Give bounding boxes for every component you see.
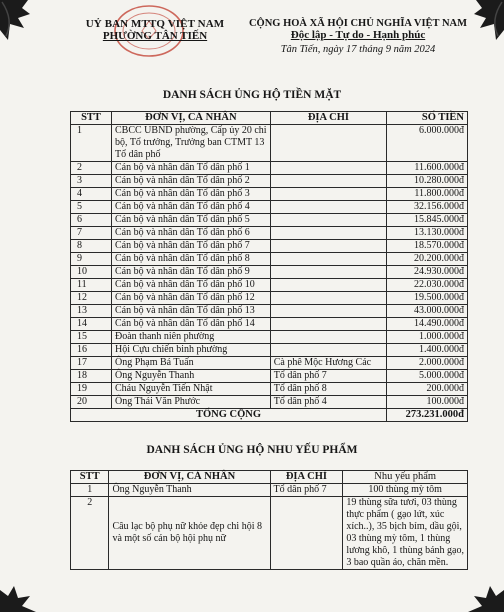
row-donor: Cán bộ và nhân dân Tổ dân phố 3 bbox=[112, 188, 271, 201]
table-row bbox=[71, 344, 468, 357]
column-header-address: ĐỊA CHỈ bbox=[270, 471, 343, 484]
row-donor: Cháu Nguyễn Tiến Nhật bbox=[112, 383, 271, 396]
column-header-address: ĐỊA CHỈ bbox=[270, 112, 386, 125]
row-address bbox=[270, 292, 386, 305]
corner-ornament-bottom-left bbox=[0, 582, 40, 612]
row-donor: Ông Nguyễn Thanh bbox=[112, 370, 271, 383]
row-address: Tổ dân phố 8 bbox=[270, 383, 386, 396]
issuer-org: UỶ BAN MTTQ VIỆT NAM bbox=[85, 18, 225, 30]
row-donor: Ông Phạm Bá Tuấn bbox=[112, 357, 271, 370]
table-row bbox=[71, 370, 468, 383]
table-row bbox=[71, 175, 468, 188]
row-stt: 8 bbox=[71, 240, 112, 253]
row-amount: 200.000đ bbox=[387, 383, 468, 396]
national-motto-block bbox=[238, 18, 478, 55]
row-address bbox=[270, 175, 386, 188]
goods-donation-table bbox=[70, 470, 468, 570]
table-row bbox=[71, 125, 468, 162]
row-stt: 4 bbox=[71, 188, 112, 201]
place-date: Tân Tiến, ngày 17 tháng 9 năm 2024 bbox=[280, 44, 436, 55]
row-donor: Cán bộ và nhân dân Tổ dân phố 7 bbox=[112, 240, 271, 253]
row-amount: 14.490.000đ bbox=[387, 318, 468, 331]
row-stt: 12 bbox=[71, 292, 112, 305]
row-address bbox=[270, 497, 343, 570]
row-amount: 11.600.000đ bbox=[387, 162, 468, 175]
row-amount: 24.930.000đ bbox=[387, 266, 468, 279]
total-row bbox=[71, 409, 468, 422]
row-donor: Ông Thái Văn Phước bbox=[112, 396, 271, 409]
table-row bbox=[71, 396, 468, 409]
row-address bbox=[270, 162, 386, 175]
row-address bbox=[270, 279, 386, 292]
table-row bbox=[71, 331, 468, 344]
row-stt: 13 bbox=[71, 305, 112, 318]
row-amount: 20.200.000đ bbox=[387, 253, 468, 266]
row-stt: 17 bbox=[71, 357, 112, 370]
row-amount: 2.000.000đ bbox=[387, 357, 468, 370]
row-amount: 22.030.000đ bbox=[387, 279, 468, 292]
corner-ornament-left bbox=[0, 0, 60, 60]
table-row bbox=[71, 292, 468, 305]
row-donor: Cán bộ và nhân dân Tổ dân phố 2 bbox=[112, 175, 271, 188]
row-stt: 2 bbox=[71, 162, 112, 175]
nation-motto: Độc lập - Tự do - Hạnh phúc bbox=[290, 29, 426, 41]
row-amount: 1.000.000đ bbox=[387, 331, 468, 344]
row-donor: Cán bộ và nhân dân Tổ dân phố 9 bbox=[112, 266, 271, 279]
row-address: Tổ dân phố 4 bbox=[270, 396, 386, 409]
row-address bbox=[270, 227, 386, 240]
table-row bbox=[71, 240, 468, 253]
table-row bbox=[71, 188, 468, 201]
row-donor: Cán bộ và nhân dân Tổ dân phố 4 bbox=[112, 201, 271, 214]
row-amount: 19.500.000đ bbox=[387, 292, 468, 305]
row-address bbox=[270, 318, 386, 331]
row-items: 100 thùng mỳ tôm bbox=[343, 484, 468, 497]
total-label: TỔNG CỘNG bbox=[71, 409, 387, 422]
row-amount: 1.400.000đ bbox=[387, 344, 468, 357]
row-stt: 11 bbox=[71, 279, 112, 292]
row-donor: Đoàn thanh niên phường bbox=[112, 331, 271, 344]
row-donor: Cán bộ và nhân dân Tổ dân phố 1 bbox=[112, 162, 271, 175]
row-donor: Cán bộ và nhân dân Tổ dân phố 14 bbox=[112, 318, 271, 331]
row-donor: Cán bộ và nhân dân Tổ dân phố 10 bbox=[112, 279, 271, 292]
row-address bbox=[270, 201, 386, 214]
row-amount: 100.000đ bbox=[387, 396, 468, 409]
row-stt: 1 bbox=[71, 125, 112, 162]
column-header-donor: ĐƠN VỊ, CÁ NHÂN bbox=[109, 471, 270, 484]
row-amount: 13.130.000đ bbox=[387, 227, 468, 240]
row-amount: 6.000.000đ bbox=[387, 125, 468, 162]
table-row bbox=[71, 279, 468, 292]
row-address bbox=[270, 188, 386, 201]
row-stt: 1 bbox=[71, 484, 109, 497]
row-donor: Cán bộ và nhân dân Tổ dân phố 5 bbox=[112, 214, 271, 227]
row-amount: 32.156.000đ bbox=[387, 201, 468, 214]
row-amount: 5.000.000đ bbox=[387, 370, 468, 383]
total-amount: 273.231.000đ bbox=[387, 409, 468, 422]
row-stt: 2 bbox=[71, 497, 109, 570]
table-row bbox=[71, 305, 468, 318]
row-address bbox=[270, 266, 386, 279]
row-address bbox=[270, 125, 386, 162]
row-address: Tổ dân phố 7 bbox=[270, 484, 343, 497]
row-amount: 11.800.000đ bbox=[387, 188, 468, 201]
table-header-row bbox=[71, 112, 468, 125]
row-stt: 20 bbox=[71, 396, 112, 409]
row-address bbox=[270, 240, 386, 253]
row-stt: 16 bbox=[71, 344, 112, 357]
corner-ornament-bottom-right bbox=[464, 582, 504, 612]
row-stt: 10 bbox=[71, 266, 112, 279]
nation-name: CỘNG HOÀ XÃ HỘI CHỦ NGHĨA VIỆT NAM bbox=[248, 18, 468, 29]
row-address bbox=[270, 305, 386, 318]
row-donor: Câu lạc bộ phụ nữ khỏe đẹp chi hội 8 và một số cán bộ hội phụ nữ bbox=[109, 497, 270, 570]
row-address: Cà phê Mộc Hương Các bbox=[270, 357, 386, 370]
table-row bbox=[71, 162, 468, 175]
row-address bbox=[270, 214, 386, 227]
row-address: Tổ dân phố 7 bbox=[270, 370, 386, 383]
row-donor: Cán bộ và nhân dân Tổ dân phố 13 bbox=[112, 305, 271, 318]
row-amount: 15.845.000đ bbox=[387, 214, 468, 227]
row-stt: 14 bbox=[71, 318, 112, 331]
cash-donation-table bbox=[70, 111, 468, 422]
table-row bbox=[71, 318, 468, 331]
table-row bbox=[71, 383, 468, 396]
row-address bbox=[270, 331, 386, 344]
table-row bbox=[71, 214, 468, 227]
column-header-donor: ĐƠN VỊ, CÁ NHÂN bbox=[112, 112, 271, 125]
row-stt: 5 bbox=[71, 201, 112, 214]
table-row bbox=[71, 227, 468, 240]
column-header-items: Nhu yếu phẩm bbox=[343, 471, 468, 484]
row-donor: Ông Nguyễn Thanh bbox=[109, 484, 270, 497]
row-stt: 18 bbox=[71, 370, 112, 383]
row-amount: 10.280.000đ bbox=[387, 175, 468, 188]
table-row bbox=[71, 201, 468, 214]
row-amount: 43.000.000đ bbox=[387, 305, 468, 318]
row-stt: 6 bbox=[71, 214, 112, 227]
column-header-stt: STT bbox=[71, 112, 112, 125]
row-amount: 18.570.000đ bbox=[387, 240, 468, 253]
cash-list-title: DANH SÁCH ỦNG HỘ TIỀN MẶT bbox=[162, 89, 342, 101]
column-header-stt: STT bbox=[71, 471, 109, 484]
row-donor: Cán bộ và nhân dân Tổ dân phố 8 bbox=[112, 253, 271, 266]
table-header-row bbox=[71, 471, 468, 484]
goods-list-title: DANH SÁCH ỦNG HỘ NHU YẾU PHẨM bbox=[146, 444, 358, 456]
column-header-amount: SỐ TIỀN bbox=[387, 112, 468, 125]
row-stt: 3 bbox=[71, 175, 112, 188]
row-items: 19 thùng sữa tươi, 03 thùng thực phẩm ( gạo lứt, xúc xích..), 35 bịch bỉm, dầu gội, 03 thùng mỳ tôm, 1 thùng lương khô, 1 thùng bánh gạo, 3 bao quần áo, chăn mền. bbox=[343, 497, 468, 570]
row-stt: 19 bbox=[71, 383, 112, 396]
table-row bbox=[71, 357, 468, 370]
row-donor: CBCC UBND phường, Cấp ủy 20 chi bộ, Tổ trưởng, Trưởng ban CTMT 13 Tổ dân phố bbox=[112, 125, 271, 162]
row-donor: Cán bộ và nhân dân Tổ dân phố 12 bbox=[112, 292, 271, 305]
table-row bbox=[71, 253, 468, 266]
row-donor: Cán bộ và nhân dân Tổ dân phố 6 bbox=[112, 227, 271, 240]
row-stt: 9 bbox=[71, 253, 112, 266]
row-address bbox=[270, 344, 386, 357]
table-row bbox=[71, 484, 468, 497]
row-stt: 7 bbox=[71, 227, 112, 240]
issuer-block bbox=[70, 18, 240, 42]
table-row bbox=[71, 497, 468, 570]
issuer-ward: PHƯỜNG TÂN TIẾN bbox=[102, 30, 208, 42]
row-donor: Hội Cựu chiến binh phường bbox=[112, 344, 271, 357]
row-stt: 15 bbox=[71, 331, 112, 344]
row-address bbox=[270, 253, 386, 266]
table-row bbox=[71, 266, 468, 279]
